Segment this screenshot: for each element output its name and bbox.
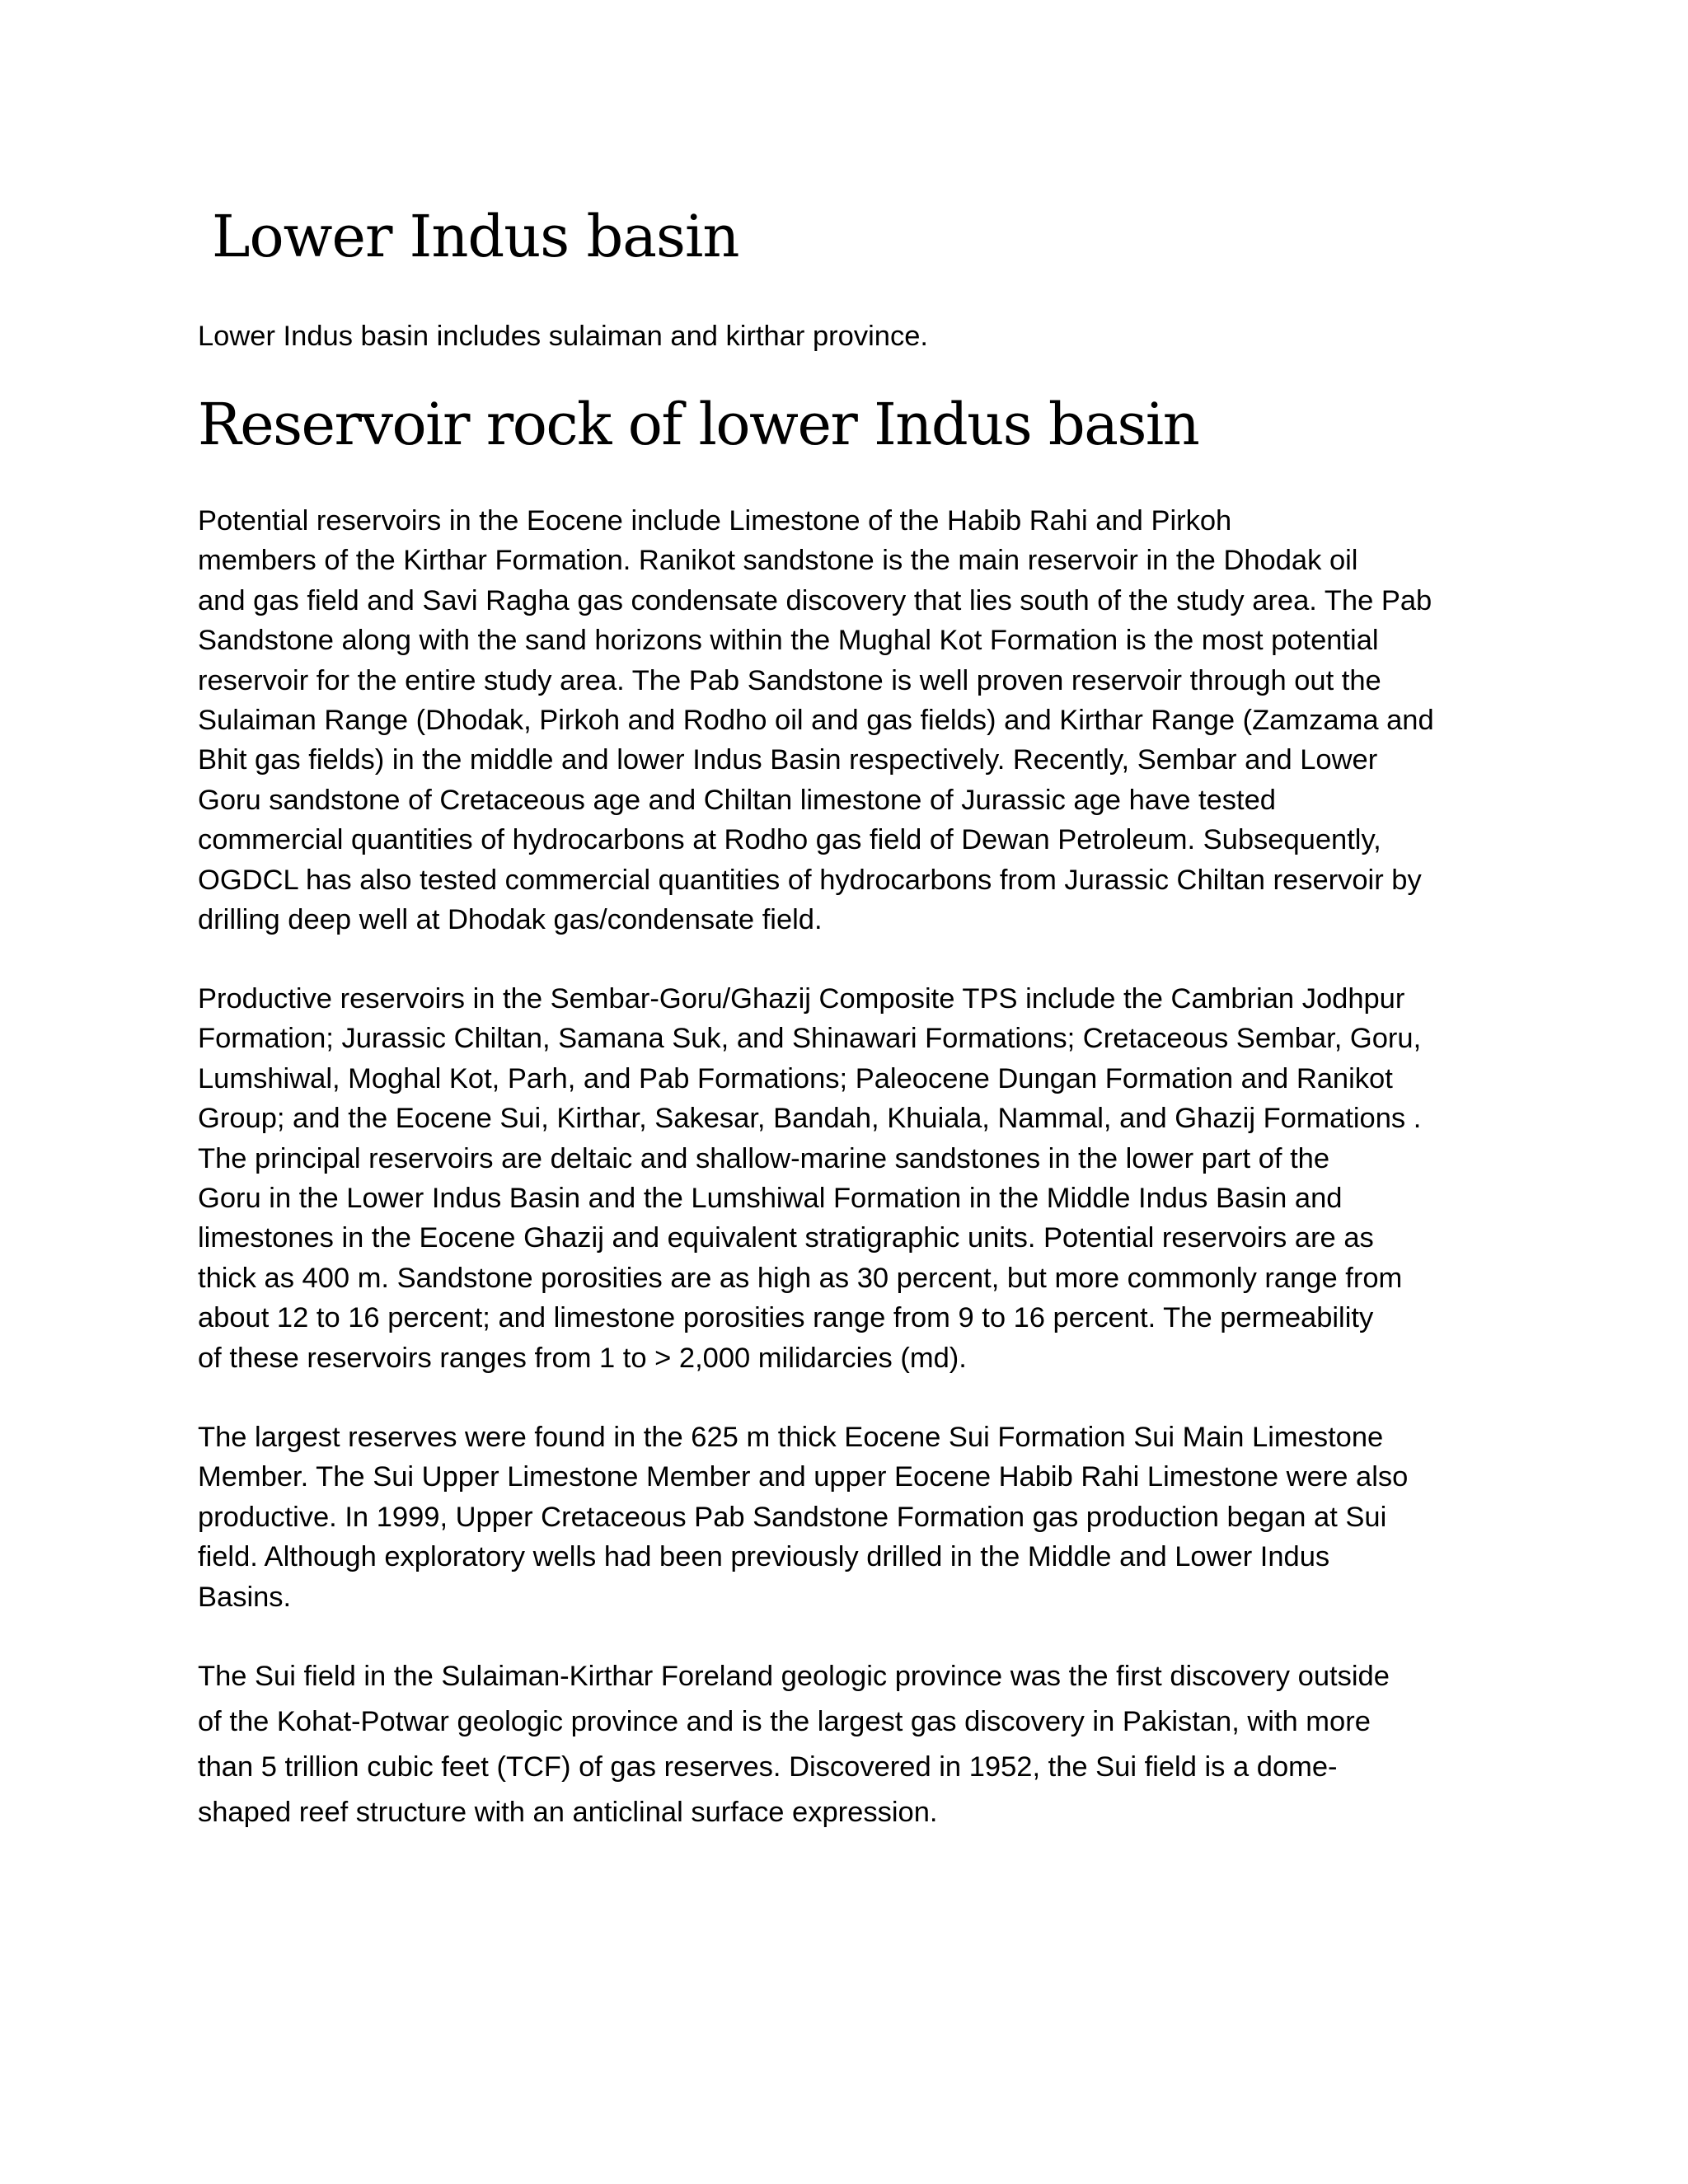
paragraph-line: members of the Kirthar Formation. Ranikot sandstone is the main reservoir in the Dhodak oil bbox=[198, 545, 1358, 577]
paragraph-line: of the Kohat-Potwar geologic province and is the largest gas discovery in Pakistan, with more bbox=[198, 1706, 1371, 1737]
paragraph-sui-field bbox=[198, 1654, 1390, 1835]
paragraph-line: shaped reef structure with an anticlinal surface expression. bbox=[198, 1797, 938, 1828]
paragraph-line: Group; and the Eocene Sui, Kirthar, Sakesar, Bandah, Khuiala, Nammal, and Ghazij Formations . bbox=[198, 1103, 1422, 1135]
paragraph-line: reservoir for the entire study area. The Pab Sandstone is well proven reservoir through out the bbox=[198, 664, 1381, 696]
paragraph-line: Productive reservoirs in the Sembar-Goru/Ghazij Composite TPS include the Cambrian Jodhpur bbox=[198, 983, 1405, 1015]
paragraph-largest-reserves bbox=[198, 1418, 1408, 1617]
paragraph-line: Member. The Sui Upper Limestone Member and upper Eocene Habib Rahi Limestone were also bbox=[198, 1461, 1409, 1493]
paragraph-line: Lumshiwal, Moghal Kot, Parh, and Pab Formations; Paleocene Dungan Formation and Ranikot bbox=[198, 1062, 1393, 1094]
paragraph-line: than 5 trillion cubic feet (TCF) of gas reserves. Discovered in 1952, the Sui field is a dome- bbox=[198, 1751, 1338, 1783]
paragraph-line: thick as 400 m. Sandstone porosities are as high as 30 percent, but more commonly range from bbox=[198, 1262, 1403, 1294]
paragraph-line: Formation; Jurassic Chiltan, Samana Suk, and Shinawari Formations; Cretaceous Sembar, Goru, bbox=[198, 1023, 1422, 1055]
paragraph-line: field. Although exploratory wells had been previously drilled in the Middle and Lower Indus bbox=[198, 1541, 1330, 1573]
paragraph-line: The principal reservoirs are deltaic and shallow-marine sandstones in the lower part of the bbox=[198, 1142, 1330, 1174]
paragraph-potential-reservoirs bbox=[198, 501, 1434, 940]
paragraph-line: limestones in the Eocene Ghazij and equivalent stratigraphic units. Potential reservoirs are as bbox=[198, 1222, 1374, 1254]
paragraph-line: The Sui field in the Sulaiman-Kirthar Foreland geologic province was the first discovery outside bbox=[198, 1661, 1390, 1692]
paragraph-line: about 12 to 16 percent; and limestone porosities range from 9 to 16 percent. The permeability bbox=[198, 1302, 1374, 1334]
paragraph-line: Bhit gas fields) in the middle and lower Indus Basin respectively. Recently, Sembar and Lower bbox=[198, 744, 1378, 776]
intro-text: Lower Indus basin includes sulaiman and kirthar province. bbox=[198, 321, 928, 352]
section-heading: Reservoir rock of lower Indus basin bbox=[198, 391, 1199, 458]
document-title: Lower Indus basin bbox=[212, 203, 739, 270]
paragraph-line: Goru in the Lower Indus Basin and the Lumshiwal Formation in the Middle Indus Basin and bbox=[198, 1183, 1343, 1215]
paragraph-line: productive. In 1999, Upper Cretaceous Pab Sandstone Formation gas production began at Sui bbox=[198, 1501, 1387, 1533]
paragraph-line: commercial quantities of hydrocarbons at Rodho gas field of Dewan Petroleum. Subsequently, bbox=[198, 824, 1381, 856]
paragraph-line: of these reservoirs ranges from 1 to > 2,000 milidarcies (md). bbox=[198, 1342, 967, 1374]
paragraph-line: OGDCL has also tested commercial quantities of hydrocarbons from Jurassic Chiltan reservoir by bbox=[198, 864, 1422, 896]
paragraph-line: and gas field and Savi Ragha gas condensate discovery that lies south of the study area. The Pab bbox=[198, 584, 1432, 616]
paragraph-line: The largest reserves were found in the 625 m thick Eocene Sui Formation Sui Main Limestone bbox=[198, 1422, 1384, 1453]
paragraph-line: Basins. bbox=[198, 1581, 292, 1613]
paragraph-line: Sandstone along with the sand horizons within the Mughal Kot Formation is the most potential bbox=[198, 625, 1379, 657]
paragraph-productive-reservoirs bbox=[198, 979, 1421, 1378]
paragraph-line: Sulaiman Range (Dhodak, Pirkoh and Rodho oil and gas fields) and Kirthar Range (Zamzama and bbox=[198, 705, 1434, 737]
paragraph-line: Goru sandstone of Cretaceous age and Chiltan limestone of Jurassic age have tested bbox=[198, 784, 1276, 816]
paragraph-line: Potential reservoirs in the Eocene include Limestone of the Habib Rahi and Pirkoh bbox=[198, 505, 1232, 537]
paragraph-line: drilling deep well at Dhodak gas/condensate field. bbox=[198, 904, 823, 936]
